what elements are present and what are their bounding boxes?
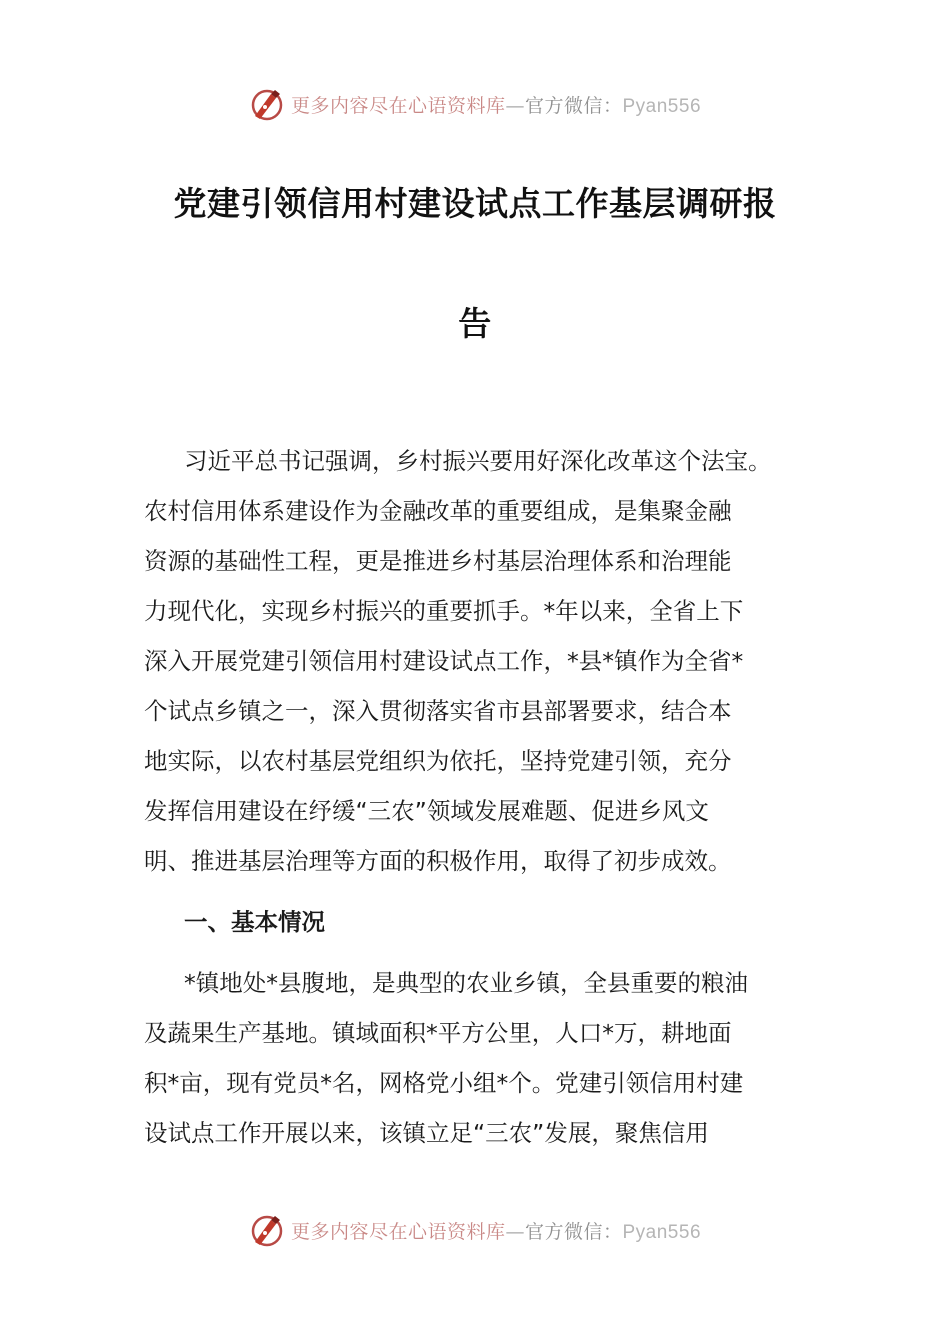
basic-info-paragraph: [144, 958, 812, 1158]
paragraph-line: 积*亩，现有党员*名，网格党小组*个。党建引领信用村建: [144, 1069, 744, 1097]
paragraph-line: 农村信用体系建设作为金融改革的重要组成，是集聚金融: [144, 497, 732, 525]
paragraph-line: 资源的基础性工程，更是推进乡村基层治理体系和治理能: [144, 547, 732, 575]
paragraph-line: 深入开展党建引领信用村建设试点工作，*县*镇作为全省*: [144, 647, 744, 675]
paragraph-line: 明、推进基层治理等方面的积极作用，取得了初步成效。: [144, 847, 732, 875]
paragraph-line: 习近平总书记强调，乡村振兴要用好深化改革这个法宝。: [184, 447, 772, 475]
document-title-line-1: 党建引领信用村建设试点工作基层调研报: [173, 184, 777, 223]
intro-paragraph: [144, 436, 812, 886]
header-watermark: [0, 86, 950, 122]
watermark-text: 更多内容尽在心语资料库—官方微信：Pyan556: [290, 94, 702, 117]
paragraph-line: 设试点工作开展以来，该镇立足“三农”发展，聚焦信用: [144, 1119, 709, 1147]
section-heading-text: 一、基本情况: [184, 908, 325, 936]
paragraph-line: 发挥信用建设在纾缓“三农”领域发展难题、促进乡风文: [144, 797, 709, 825]
section-heading: [144, 897, 812, 947]
watermark-text: 更多内容尽在心语资料库—官方微信：Pyan556: [290, 1220, 702, 1243]
footer-watermark: [0, 1212, 950, 1248]
paragraph-line: 及蔬果生产基地。镇域面积*平方公里，人口*万，耕地面: [144, 1019, 732, 1047]
paragraph-line: 个试点乡镇之一，深入贯彻落实省市县部署要求，结合本: [144, 697, 732, 725]
paragraph-line: 力现代化，实现乡村振兴的重要抓手。*年以来，全省上下: [144, 597, 744, 625]
document-title-line-2: 告: [458, 304, 492, 343]
pen-nib-circle-icon: [249, 1212, 285, 1248]
paragraph-line: *镇地处*县腹地，是典型的农业乡镇，全县重要的粮油: [184, 969, 748, 997]
paragraph-line: 地实际，以农村基层党组织为依托，坚持党建引领，充分: [144, 747, 732, 775]
pen-nib-circle-icon: [249, 86, 285, 122]
